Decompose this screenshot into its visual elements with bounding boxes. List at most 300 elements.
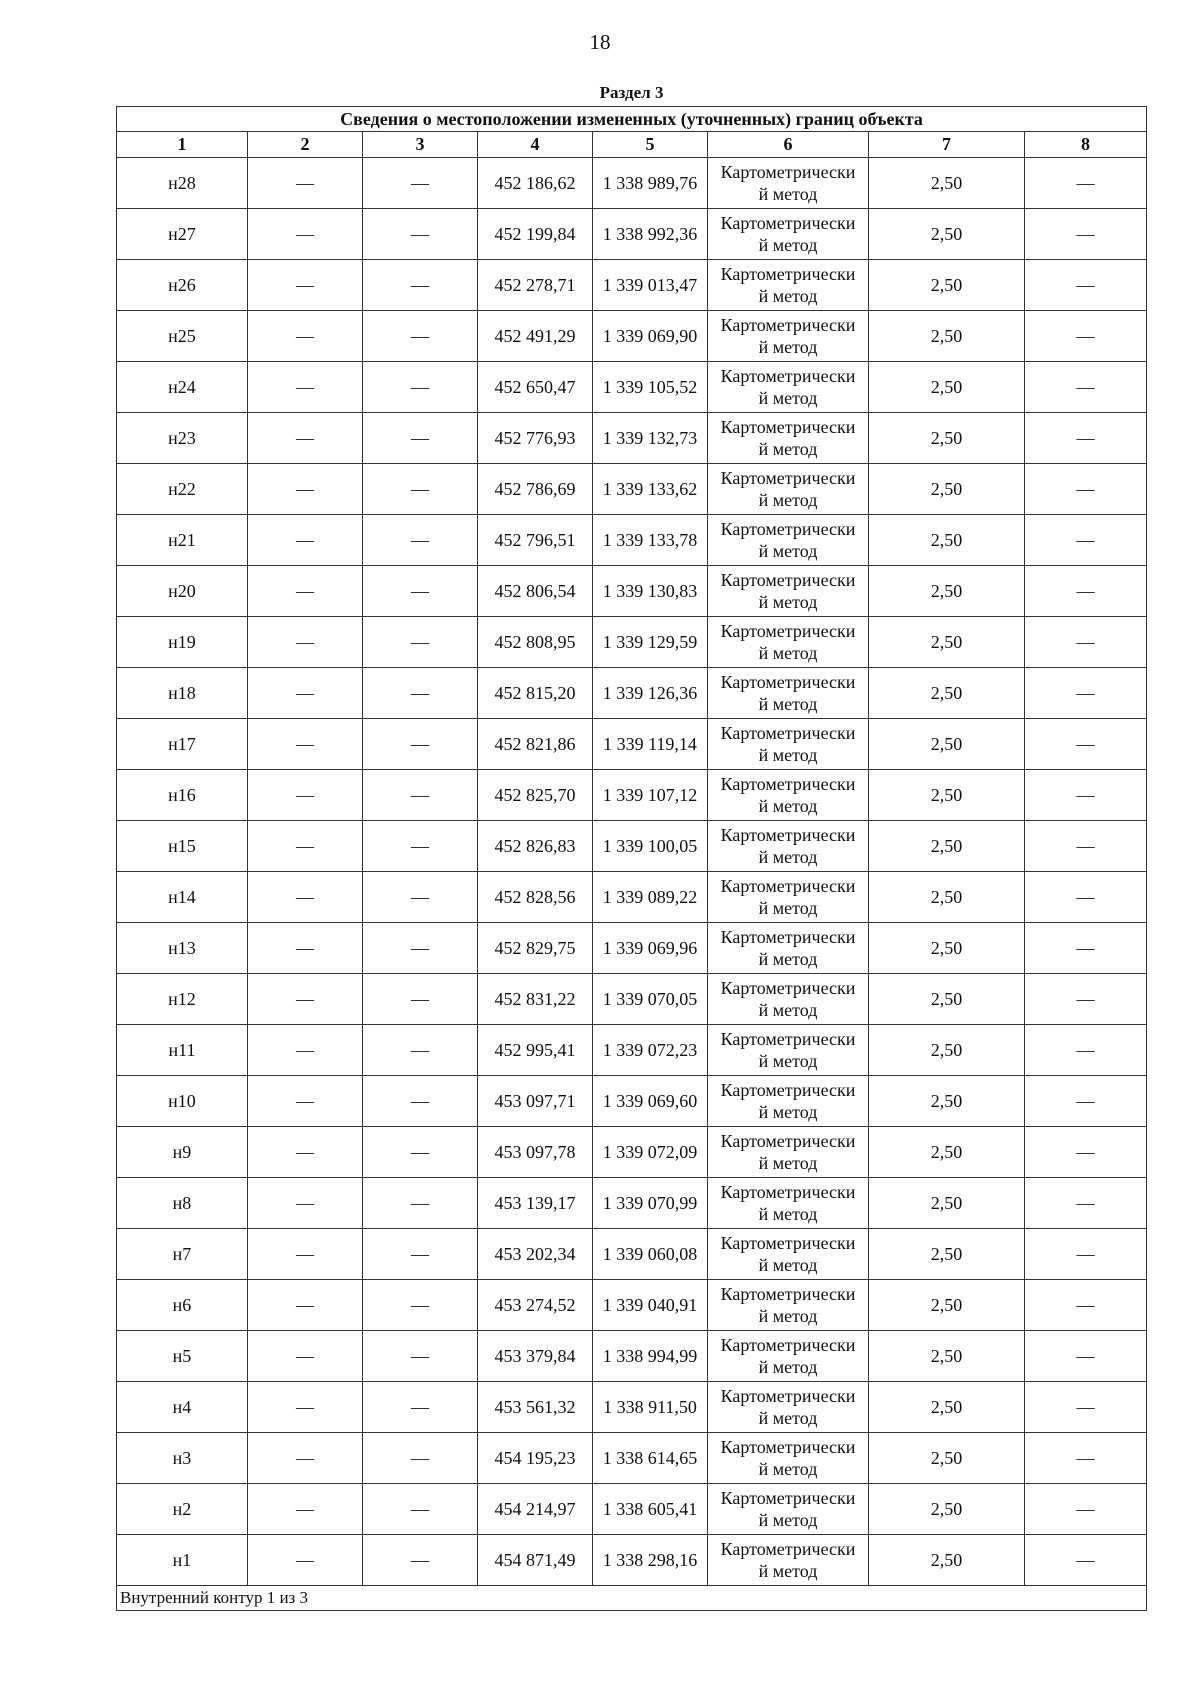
x-coordinate-cell: 452 808,95 (478, 617, 593, 668)
accuracy-cell: 2,50 (869, 1280, 1025, 1331)
accuracy-cell: 2,50 (869, 1025, 1025, 1076)
x-coordinate-cell: 453 139,17 (478, 1178, 593, 1229)
point-name-cell: н1 (117, 1535, 248, 1586)
empty-dash-cell: — (248, 1025, 363, 1076)
column-number: 5 (593, 132, 708, 158)
point-name-cell: н8 (117, 1178, 248, 1229)
empty-dash-cell: — (363, 1433, 478, 1484)
y-coordinate-cell: 1 339 060,08 (593, 1229, 708, 1280)
empty-dash-cell: — (1025, 923, 1147, 974)
x-coordinate-cell: 452 186,62 (478, 158, 593, 209)
accuracy-cell: 2,50 (869, 1178, 1025, 1229)
empty-dash-cell: — (248, 1433, 363, 1484)
method-line-1: Картометрически (720, 672, 856, 692)
point-name-cell: н10 (117, 1076, 248, 1127)
empty-dash-cell: — (363, 1127, 478, 1178)
method-line-1: Картометрически (720, 825, 856, 845)
table-row (117, 464, 1147, 515)
accuracy-cell: 2,50 (869, 821, 1025, 872)
empty-dash-cell: — (1025, 974, 1147, 1025)
method-line-1: Картометрически (720, 1335, 856, 1355)
accuracy-cell: 2,50 (869, 1535, 1025, 1586)
accuracy-cell: 2,50 (869, 1331, 1025, 1382)
accuracy-cell: 2,50 (869, 158, 1025, 209)
point-name-cell: н24 (117, 362, 248, 413)
method-cell (708, 668, 869, 719)
method-cell (708, 413, 869, 464)
method-line-1: Картометрически (720, 1437, 856, 1457)
method-line-2: й метод (758, 1459, 818, 1479)
empty-dash-cell: — (248, 1076, 363, 1127)
empty-dash-cell: — (363, 923, 478, 974)
point-name-cell: н15 (117, 821, 248, 872)
x-coordinate-cell: 452 831,22 (478, 974, 593, 1025)
point-name-cell: н18 (117, 668, 248, 719)
method-cell (708, 821, 869, 872)
point-name-cell: н13 (117, 923, 248, 974)
y-coordinate-cell: 1 339 132,73 (593, 413, 708, 464)
method-line-2: й метод (758, 694, 818, 714)
method-cell (708, 1484, 869, 1535)
empty-dash-cell: — (248, 770, 363, 821)
table-row (117, 821, 1147, 872)
empty-dash-cell: — (363, 260, 478, 311)
method-cell (708, 1331, 869, 1382)
method-line-2: й метод (758, 745, 818, 765)
method-line-2: й метод (758, 643, 818, 663)
column-number: 6 (708, 132, 869, 158)
table-row (117, 1076, 1147, 1127)
x-coordinate-cell: 454 871,49 (478, 1535, 593, 1586)
empty-dash-cell: — (248, 719, 363, 770)
empty-dash-cell: — (363, 770, 478, 821)
table-row (117, 668, 1147, 719)
method-line-2: й метод (758, 439, 818, 459)
empty-dash-cell: — (363, 209, 478, 260)
x-coordinate-cell: 452 278,71 (478, 260, 593, 311)
method-cell (708, 1535, 869, 1586)
accuracy-cell: 2,50 (869, 719, 1025, 770)
accuracy-cell: 2,50 (869, 770, 1025, 821)
empty-dash-cell: — (248, 209, 363, 260)
empty-dash-cell: — (248, 158, 363, 209)
y-coordinate-cell: 1 338 605,41 (593, 1484, 708, 1535)
empty-dash-cell: — (363, 872, 478, 923)
y-coordinate-cell: 1 339 069,90 (593, 311, 708, 362)
method-line-1: Картометрически (720, 1539, 856, 1559)
method-line-1: Картометрически (720, 723, 856, 743)
point-name-cell: н27 (117, 209, 248, 260)
y-coordinate-cell: 1 338 298,16 (593, 1535, 708, 1586)
empty-dash-cell: — (248, 1382, 363, 1433)
method-cell (708, 770, 869, 821)
empty-dash-cell: — (248, 872, 363, 923)
empty-dash-cell: — (1025, 566, 1147, 617)
y-coordinate-cell: 1 339 133,62 (593, 464, 708, 515)
accuracy-cell: 2,50 (869, 1433, 1025, 1484)
empty-dash-cell: — (363, 362, 478, 413)
method-cell (708, 1025, 869, 1076)
empty-dash-cell: — (363, 464, 478, 515)
empty-dash-cell: — (248, 974, 363, 1025)
boundary-table (116, 80, 1147, 1611)
point-name-cell: н16 (117, 770, 248, 821)
empty-dash-cell: — (248, 260, 363, 311)
accuracy-cell: 2,50 (869, 260, 1025, 311)
method-line-2: й метод (758, 1153, 818, 1173)
accuracy-cell: 2,50 (869, 209, 1025, 260)
x-coordinate-cell: 452 786,69 (478, 464, 593, 515)
method-cell (708, 872, 869, 923)
table-row (117, 1229, 1147, 1280)
point-name-cell: н22 (117, 464, 248, 515)
method-cell (708, 566, 869, 617)
method-line-1: Картометрически (720, 366, 856, 386)
y-coordinate-cell: 1 338 614,65 (593, 1433, 708, 1484)
accuracy-cell: 2,50 (869, 413, 1025, 464)
empty-dash-cell: — (1025, 260, 1147, 311)
method-cell (708, 1178, 869, 1229)
table-row (117, 1382, 1147, 1433)
empty-dash-cell: — (248, 566, 363, 617)
x-coordinate-cell: 452 829,75 (478, 923, 593, 974)
empty-dash-cell: — (363, 311, 478, 362)
y-coordinate-cell: 1 339 119,14 (593, 719, 708, 770)
point-name-cell: н2 (117, 1484, 248, 1535)
empty-dash-cell: — (248, 1331, 363, 1382)
method-line-2: й метод (758, 847, 818, 867)
x-coordinate-cell: 454 195,23 (478, 1433, 593, 1484)
accuracy-cell: 2,50 (869, 1076, 1025, 1127)
method-line-2: й метод (758, 1357, 818, 1377)
x-coordinate-cell: 453 097,78 (478, 1127, 593, 1178)
table-row (117, 617, 1147, 668)
y-coordinate-cell: 1 339 013,47 (593, 260, 708, 311)
method-line-2: й метод (758, 286, 818, 306)
y-coordinate-cell: 1 339 069,96 (593, 923, 708, 974)
x-coordinate-cell: 453 561,32 (478, 1382, 593, 1433)
empty-dash-cell: — (1025, 1433, 1147, 1484)
y-coordinate-cell: 1 339 089,22 (593, 872, 708, 923)
empty-dash-cell: — (1025, 464, 1147, 515)
point-name-cell: н17 (117, 719, 248, 770)
y-coordinate-cell: 1 338 992,36 (593, 209, 708, 260)
empty-dash-cell: — (248, 464, 363, 515)
method-line-1: Картометрически (720, 1488, 856, 1508)
method-line-1: Картометрически (720, 876, 856, 896)
method-line-1: Картометрически (720, 1233, 856, 1253)
table-row (117, 158, 1147, 209)
y-coordinate-cell: 1 339 070,05 (593, 974, 708, 1025)
accuracy-cell: 2,50 (869, 668, 1025, 719)
method-line-2: й метод (758, 388, 818, 408)
method-cell (708, 260, 869, 311)
method-line-1: Картометрически (720, 213, 856, 233)
table-row (117, 311, 1147, 362)
footer-row (117, 1586, 1147, 1611)
method-line-1: Картометрически (720, 264, 856, 284)
empty-dash-cell: — (1025, 1127, 1147, 1178)
method-line-1: Картометрически (720, 1386, 856, 1406)
empty-dash-cell: — (248, 1178, 363, 1229)
accuracy-cell: 2,50 (869, 872, 1025, 923)
accuracy-cell: 2,50 (869, 923, 1025, 974)
table-row (117, 260, 1147, 311)
table-row (117, 1535, 1147, 1586)
y-coordinate-cell: 1 339 129,59 (593, 617, 708, 668)
method-line-1: Картометрически (720, 468, 856, 488)
method-line-2: й метод (758, 796, 818, 816)
empty-dash-cell: — (1025, 1178, 1147, 1229)
y-coordinate-cell: 1 339 070,99 (593, 1178, 708, 1229)
empty-dash-cell: — (248, 311, 363, 362)
empty-dash-cell: — (1025, 1280, 1147, 1331)
empty-dash-cell: — (248, 1229, 363, 1280)
point-name-cell: н21 (117, 515, 248, 566)
x-coordinate-cell: 452 815,20 (478, 668, 593, 719)
accuracy-cell: 2,50 (869, 1127, 1025, 1178)
table-title: Сведения о местоположении измененных (уточненных) границ объекта (117, 107, 1147, 132)
table-row (117, 1127, 1147, 1178)
empty-dash-cell: — (1025, 362, 1147, 413)
accuracy-cell: 2,50 (869, 1484, 1025, 1535)
method-cell (708, 974, 869, 1025)
empty-dash-cell: — (1025, 1025, 1147, 1076)
method-cell (708, 1229, 869, 1280)
table-row (117, 1025, 1147, 1076)
y-coordinate-cell: 1 339 069,60 (593, 1076, 708, 1127)
empty-dash-cell: — (1025, 1484, 1147, 1535)
x-coordinate-cell: 452 491,29 (478, 311, 593, 362)
column-number: 1 (117, 132, 248, 158)
method-cell (708, 1433, 869, 1484)
empty-dash-cell: — (363, 719, 478, 770)
method-cell (708, 1382, 869, 1433)
x-coordinate-cell: 452 776,93 (478, 413, 593, 464)
method-line-2: й метод (758, 235, 818, 255)
method-cell (708, 719, 869, 770)
method-line-2: й метод (758, 337, 818, 357)
empty-dash-cell: — (248, 1127, 363, 1178)
table-row (117, 566, 1147, 617)
method-line-2: й метод (758, 541, 818, 561)
empty-dash-cell: — (363, 158, 478, 209)
empty-dash-cell: — (363, 1535, 478, 1586)
empty-dash-cell: — (248, 617, 363, 668)
method-cell (708, 1280, 869, 1331)
empty-dash-cell: — (1025, 311, 1147, 362)
x-coordinate-cell: 452 826,83 (478, 821, 593, 872)
empty-dash-cell: — (1025, 719, 1147, 770)
method-line-1: Картометрически (720, 1029, 856, 1049)
table-row (117, 923, 1147, 974)
empty-dash-cell: — (248, 668, 363, 719)
table-row (117, 719, 1147, 770)
column-number-row (117, 132, 1147, 158)
method-line-1: Картометрически (720, 1284, 856, 1304)
empty-dash-cell: — (1025, 1229, 1147, 1280)
empty-dash-cell: — (363, 1076, 478, 1127)
empty-dash-cell: — (1025, 872, 1147, 923)
x-coordinate-cell: 452 796,51 (478, 515, 593, 566)
method-line-2: й метод (758, 490, 818, 510)
point-name-cell: н19 (117, 617, 248, 668)
method-cell (708, 617, 869, 668)
point-name-cell: н4 (117, 1382, 248, 1433)
empty-dash-cell: — (1025, 821, 1147, 872)
point-name-cell: н6 (117, 1280, 248, 1331)
empty-dash-cell: — (248, 362, 363, 413)
method-line-1: Картометрически (720, 1080, 856, 1100)
method-cell (708, 1076, 869, 1127)
y-coordinate-cell: 1 339 072,23 (593, 1025, 708, 1076)
column-number: 8 (1025, 132, 1147, 158)
table-body (117, 80, 1147, 1611)
point-name-cell: н28 (117, 158, 248, 209)
y-coordinate-cell: 1 339 100,05 (593, 821, 708, 872)
empty-dash-cell: — (248, 821, 363, 872)
empty-dash-cell: — (248, 1484, 363, 1535)
accuracy-cell: 2,50 (869, 1229, 1025, 1280)
method-cell (708, 362, 869, 413)
point-name-cell: н12 (117, 974, 248, 1025)
y-coordinate-cell: 1 339 105,52 (593, 362, 708, 413)
empty-dash-cell: — (1025, 515, 1147, 566)
method-line-2: й метод (758, 1255, 818, 1275)
x-coordinate-cell: 453 379,84 (478, 1331, 593, 1382)
x-coordinate-cell: 452 828,56 (478, 872, 593, 923)
point-name-cell: н9 (117, 1127, 248, 1178)
method-cell (708, 311, 869, 362)
empty-dash-cell: — (248, 1280, 363, 1331)
accuracy-cell: 2,50 (869, 362, 1025, 413)
x-coordinate-cell: 452 825,70 (478, 770, 593, 821)
empty-dash-cell: — (1025, 1535, 1147, 1586)
empty-dash-cell: — (1025, 413, 1147, 464)
method-line-1: Картометрически (720, 315, 856, 335)
accuracy-cell: 2,50 (869, 515, 1025, 566)
empty-dash-cell: — (1025, 1382, 1147, 1433)
method-line-2: й метод (758, 1102, 818, 1122)
empty-dash-cell: — (363, 1025, 478, 1076)
x-coordinate-cell: 452 806,54 (478, 566, 593, 617)
section-title: Раздел 3 (599, 83, 664, 102)
table-row (117, 770, 1147, 821)
column-number: 3 (363, 132, 478, 158)
table-row (117, 1331, 1147, 1382)
method-cell (708, 209, 869, 260)
empty-dash-cell: — (363, 566, 478, 617)
column-number: 4 (478, 132, 593, 158)
page-number: 18 (589, 30, 611, 54)
point-name-cell: н7 (117, 1229, 248, 1280)
empty-dash-cell: — (363, 413, 478, 464)
point-name-cell: н26 (117, 260, 248, 311)
method-line-2: й метод (758, 1408, 818, 1428)
table-row (117, 1433, 1147, 1484)
method-line-2: й метод (758, 1306, 818, 1326)
accuracy-cell: 2,50 (869, 464, 1025, 515)
empty-dash-cell: — (363, 1382, 478, 1433)
section-row (117, 80, 1147, 107)
y-coordinate-cell: 1 339 133,78 (593, 515, 708, 566)
empty-dash-cell: — (363, 1331, 478, 1382)
method-cell (708, 1127, 869, 1178)
x-coordinate-cell: 452 650,47 (478, 362, 593, 413)
point-name-cell: н23 (117, 413, 248, 464)
accuracy-cell: 2,50 (869, 974, 1025, 1025)
method-line-1: Картометрически (720, 978, 856, 998)
empty-dash-cell: — (248, 923, 363, 974)
method-cell (708, 515, 869, 566)
y-coordinate-cell: 1 338 911,50 (593, 1382, 708, 1433)
method-line-2: й метод (758, 1000, 818, 1020)
method-line-1: Картометрически (720, 519, 856, 539)
footer-note: Внутренний контур 1 из 3 (117, 1586, 1147, 1611)
method-line-1: Картометрически (720, 162, 856, 182)
empty-dash-cell: — (1025, 1331, 1147, 1382)
accuracy-cell: 2,50 (869, 566, 1025, 617)
method-cell (708, 923, 869, 974)
empty-dash-cell: — (363, 974, 478, 1025)
x-coordinate-cell: 452 995,41 (478, 1025, 593, 1076)
empty-dash-cell: — (363, 1280, 478, 1331)
table-row (117, 515, 1147, 566)
column-number: 2 (248, 132, 363, 158)
empty-dash-cell: — (363, 617, 478, 668)
method-line-1: Картометрически (720, 570, 856, 590)
empty-dash-cell: — (363, 1229, 478, 1280)
method-line-1: Картометрически (720, 1182, 856, 1202)
x-coordinate-cell: 453 274,52 (478, 1280, 593, 1331)
point-name-cell: н14 (117, 872, 248, 923)
y-coordinate-cell: 1 339 107,12 (593, 770, 708, 821)
method-line-1: Картометрически (720, 621, 856, 641)
x-coordinate-cell: 452 821,86 (478, 719, 593, 770)
point-name-cell: н20 (117, 566, 248, 617)
y-coordinate-cell: 1 339 126,36 (593, 668, 708, 719)
table-row (117, 1280, 1147, 1331)
method-line-2: й метод (758, 1510, 818, 1530)
method-line-2: й метод (758, 949, 818, 969)
method-line-2: й метод (758, 1051, 818, 1071)
y-coordinate-cell: 1 339 072,09 (593, 1127, 708, 1178)
method-line-2: й метод (758, 592, 818, 612)
empty-dash-cell: — (363, 1178, 478, 1229)
method-line-2: й метод (758, 184, 818, 204)
empty-dash-cell: — (1025, 770, 1147, 821)
point-name-cell: н3 (117, 1433, 248, 1484)
empty-dash-cell: — (1025, 158, 1147, 209)
accuracy-cell: 2,50 (869, 617, 1025, 668)
empty-dash-cell: — (1025, 1076, 1147, 1127)
table-row (117, 362, 1147, 413)
empty-dash-cell: — (248, 1535, 363, 1586)
method-line-2: й метод (758, 898, 818, 918)
accuracy-cell: 2,50 (869, 311, 1025, 362)
empty-dash-cell: — (1025, 617, 1147, 668)
empty-dash-cell: — (363, 668, 478, 719)
empty-dash-cell: — (363, 821, 478, 872)
title-row (117, 107, 1147, 132)
point-name-cell: н5 (117, 1331, 248, 1382)
x-coordinate-cell: 453 097,71 (478, 1076, 593, 1127)
table-row (117, 1484, 1147, 1535)
method-cell (708, 464, 869, 515)
y-coordinate-cell: 1 339 040,91 (593, 1280, 708, 1331)
table-row (117, 974, 1147, 1025)
method-line-1: Картометрически (720, 1131, 856, 1151)
